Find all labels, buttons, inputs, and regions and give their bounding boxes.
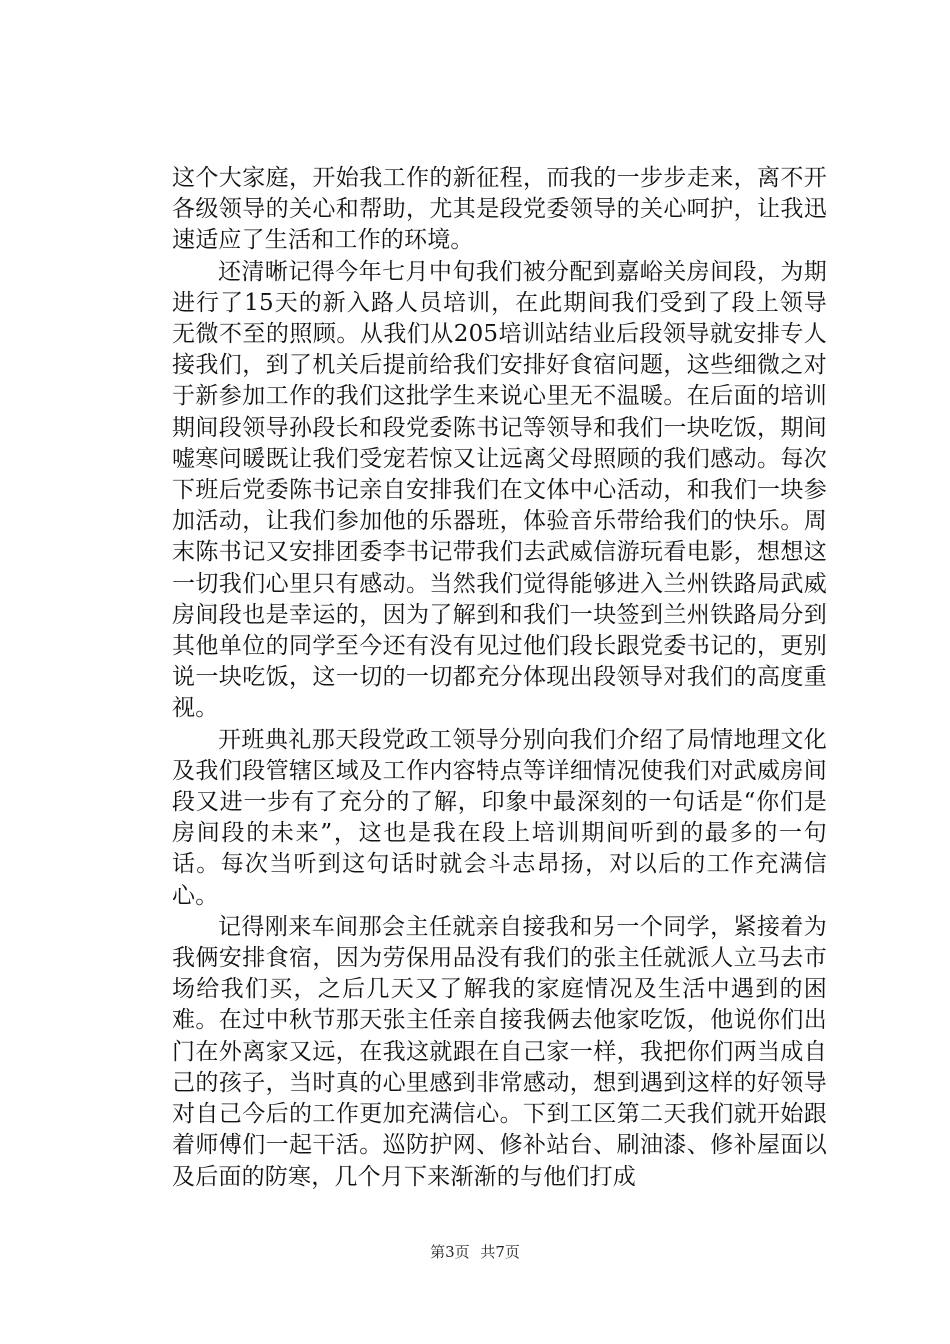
paragraph-continuation: 这个大家庭，开始我工作的新征程，而我的一步步走来，离不开各级领导的关心和帮助，尤其是段党委领导的关心呵护，让我迅速适应了生活和工作的环境。 (172, 165, 827, 254)
paragraph-workshop: 记得刚来车间那会主任就亲自接我和另一个同学，紧接着为我俩安排食宿，因为劳保用品没有我们的张主任就派人立马去市场给我们买，之后几天又了解我的家庭情况及生活中遇到的困难。在过中秋节那天张主任亲自接我俩去他家吃饭，他说你们出门在外离家又远，在我这就跟在自己家一样，我把你们两当成自己的孩子，当时真的心里感到非常感动，想到遇到这样的好领导对自己今后的工作更加充满信心。下到工区第二天我们就开始跟着师傅们一起干活。巡防护网、修补站台、刷油漆、修补屋面以及后面的防寒，几个月下来渐渐的与他们打成 (172, 913, 827, 1190)
paragraph-training: 还清晰记得今年七月中旬我们被分配到嘉峪关房间段，为期进行了15天的新入路人员培训，在此期间我们受到了段上领导无微不至的照顾。从我们从205培训站结业后段领导就安排专人接我们，到了机关后提前给我们安排好食宿问题，这些细微之对于新参加工作的我们这批学生来说心里无不温暖。在后面的培训期间段领导孙段长和段党委陈书记等领导和我们一块吃饭，期间嘘寒问暖既让我们受宠若惊又让远离父母照顾的我们感动。每次下班后党委陈书记亲自安排我们在文体中心活动，和我们一块参加活动，让我们参加他的乐器班，体验音乐带给我们的快乐。周末陈书记又安排团委李书记带我们去武威信游玩看电影，想想这一切我们心里只有感动。当然我们觉得能够进入兰州铁路局武威房间段也是幸运的，因为了解到和我们一块签到兰州铁路局分到其他单位的同学至今还有没有见过他们段长跟党委书记的，更别说一块吃饭，这一切的一切都充分体现出段领导对我们的高度重视。 (172, 258, 827, 722)
document-body (172, 163, 827, 1193)
page-number: 第3页 (430, 1243, 470, 1261)
paragraph-opening-ceremony: 开班典礼那天段党政工领导分别向我们介绍了局情地理文化及我们段管辖区域及工作内容特点等详细情况使我们对武威房间段又进一步有了充分的了解，印象中最深刻的一句话是“你们是房间段的未来”，这也是我在段上培训期间听到的最多的一句话。每次当听到这句话时就会斗志昂扬，对以后的工作充满信心。 (172, 726, 827, 909)
page-total: 共7页 (480, 1243, 520, 1261)
page-footer (0, 1241, 950, 1262)
